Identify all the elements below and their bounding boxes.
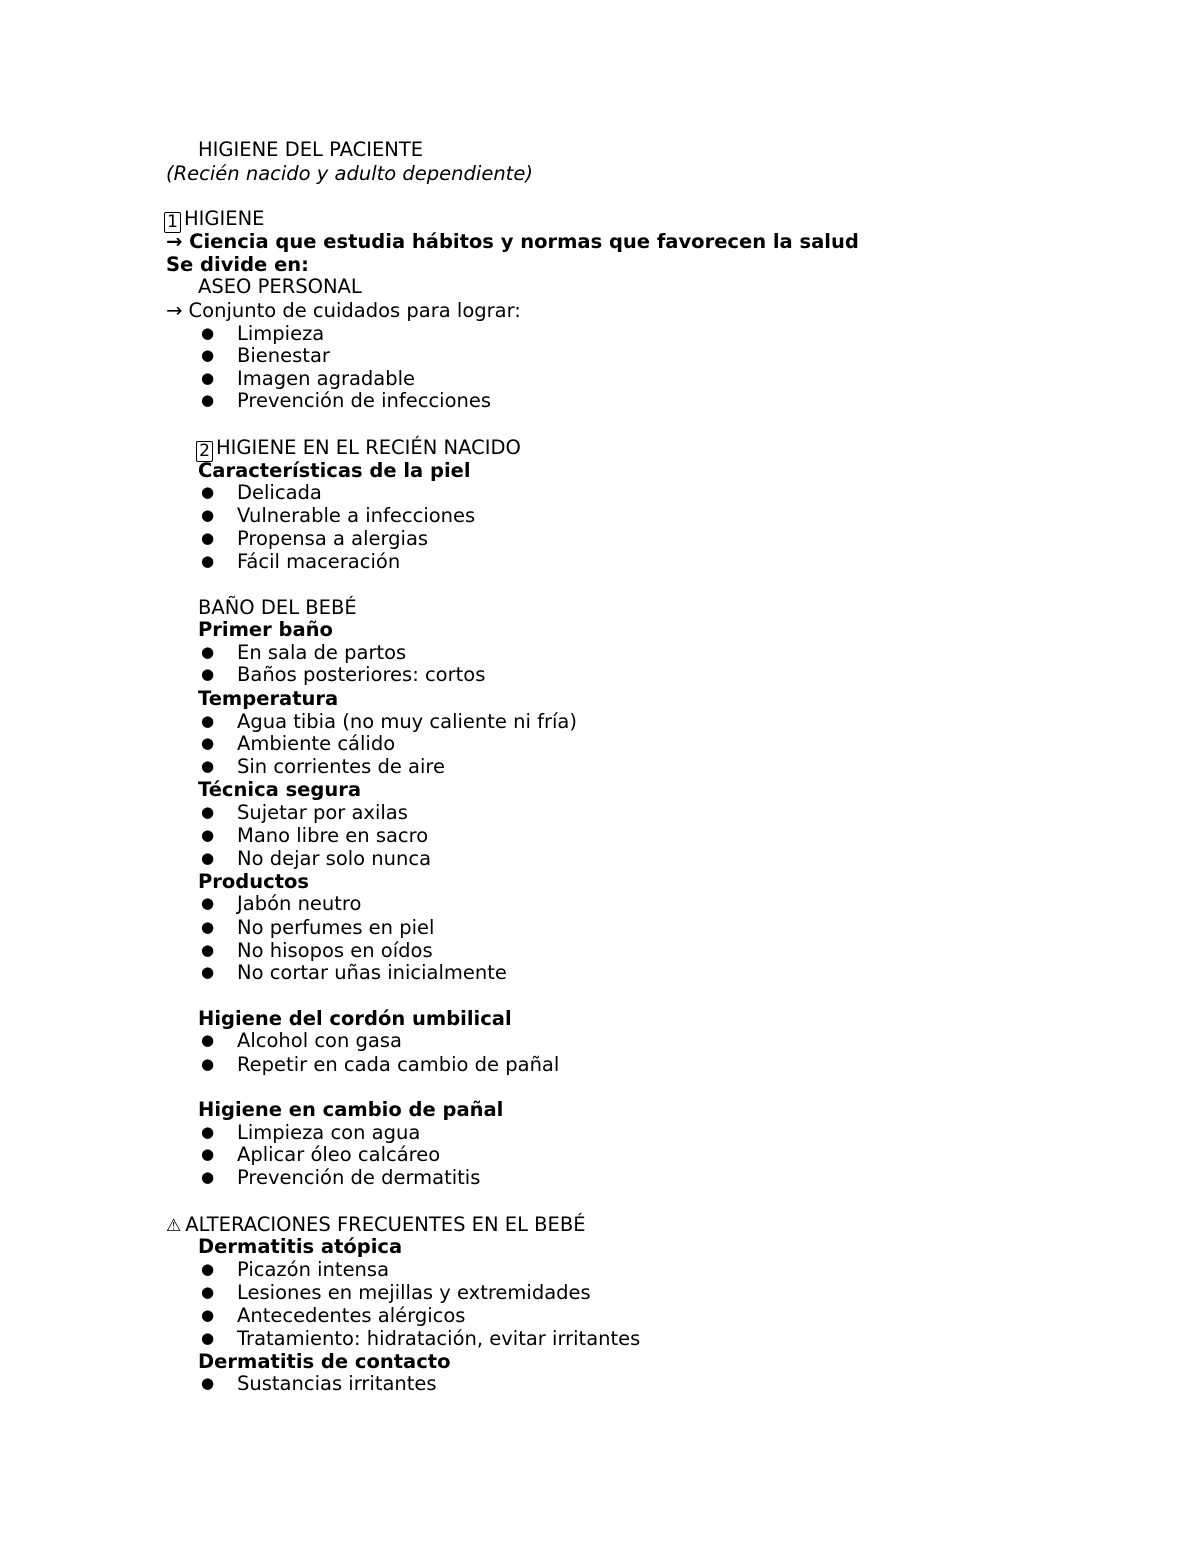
section-3-title: ALTERACIONES FRECUENTES EN EL BEBÉ (185, 1213, 586, 1236)
bullet-icon: ● (201, 918, 215, 936)
aseo-definition: → Conjunto de cuidados para lograr: (166, 299, 521, 322)
bullet-icon: ● (201, 1168, 215, 1186)
bullet-icon: ● (201, 665, 215, 683)
divide-label: Se divide en: (166, 253, 309, 276)
bullet-icon: ● (201, 506, 215, 524)
bullet-icon: ● (201, 1145, 215, 1163)
hygiene-definition: → Ciencia que estudia hábitos y normas que favorecen la salud (166, 230, 859, 253)
bullet-icon: ● (201, 1031, 215, 1049)
bullet-icon: ● (201, 712, 215, 730)
bullet-icon: ● (201, 346, 215, 364)
products-heading: Productos (198, 870, 310, 893)
bullet-icon: ● (201, 1374, 215, 1392)
bullet-icon: ● (201, 483, 215, 501)
warning-icon: ⚠ (166, 1216, 182, 1236)
cord-heading: Higiene del cordón umbilical (198, 1007, 512, 1030)
section-1-title: HIGIENE (184, 207, 265, 230)
bullet-icon: ● (201, 391, 215, 409)
bath-heading: BAÑO DEL BEBÉ (198, 596, 357, 619)
bullet-icon: ● (201, 643, 215, 661)
bullet-icon: ● (201, 826, 215, 844)
bullet-icon: ● (201, 1123, 215, 1141)
atopic-heading: Dermatitis atópica (198, 1235, 403, 1258)
bullet-icon: ● (201, 1260, 215, 1278)
bullet-icon: ● (201, 849, 215, 867)
bullet-icon: ● (201, 941, 215, 959)
bullet-icon: ● (201, 552, 215, 570)
skin-heading: Características de la piel (198, 459, 471, 482)
temperature-heading: Temperatura (198, 687, 339, 710)
bullet-icon: ● (201, 803, 215, 821)
bullet-icon: ● (201, 1283, 215, 1301)
first-bath-heading: Primer baño (198, 618, 333, 641)
bullet-icon: ● (201, 734, 215, 752)
number-2-icon: 2 (196, 441, 213, 462)
bullet-icon: ● (201, 1306, 215, 1324)
bullet-icon: ● (201, 1055, 215, 1073)
document-subtitle: (Recién nacido y adulto dependiente) (166, 162, 533, 185)
bullet-icon: ● (201, 529, 215, 547)
bullet-icon: ● (201, 369, 215, 387)
technique-heading: Técnica segura (198, 778, 362, 801)
number-1-icon: 1 (164, 212, 181, 233)
document-title: HIGIENE DEL PACIENTE (198, 138, 424, 161)
section-2-title: HIGIENE EN EL RECIÉN NACIDO (216, 436, 521, 459)
bullet-icon: ● (201, 757, 215, 775)
bullet-icon: ● (201, 963, 215, 981)
diaper-heading: Higiene en cambio de pañal (198, 1098, 504, 1121)
contact-heading: Dermatitis de contacto (198, 1350, 451, 1373)
bullet-icon: ● (201, 324, 215, 342)
aseo-heading: ASEO PERSONAL (198, 275, 362, 298)
bullet-icon: ● (201, 894, 215, 912)
bullet-icon: ● (201, 1329, 215, 1347)
document-page: HIGIENE DEL PACIENTE (Recién nacido y adulto dependiente) 1 HIGIENE → Ciencia que estudia hábitos y normas que favorecen la salud Se divide en: ASEO PERSONAL → Conjunto de cuidados para lograr: ● Limpieza ● Bienestar ● Imagen agradable ● Prevención de infecciones 2 HIGIENE EN EL RECIÉN NACIDO Características de la piel ● Delicada ● Vulnerable a infecciones ● Propensa a alergias ● Fácil maceración BAÑO DEL BEBÉ Primer baño ● En sala de partos ● Baños posteriores: cortos Temperatura ● Agua tibia (no muy caliente ni fría) ● Ambiente cálido ● Sin corrientes de aire Técnica segura ● Sujetar por axilas ● Mano libre en sacro ● No dejar solo nunca Productos ● Jabón neutro ● No perfumes en piel ● No hisopos en oídos ● No cortar uñas inicialmente Higiene del cordón umbilical ● Alcohol con gasa ● Repetir en cada cambio de pañal Higiene en cambio de pañal ● Limpieza con agua ● Aplicar óleo calcáreo ● Prevención de dermatitis ⚠ ALTERACIONES FRECUENTES EN EL BEBÉ Dermatitis atópica ● Picazón intensa ● Lesiones en mejillas y extremidades ● Antecedentes alérgicos ● Tratamiento: hidratación, evitar irritantes Dermatitis de contacto ● Sustancias irritantes (166, 138, 859, 1395)
